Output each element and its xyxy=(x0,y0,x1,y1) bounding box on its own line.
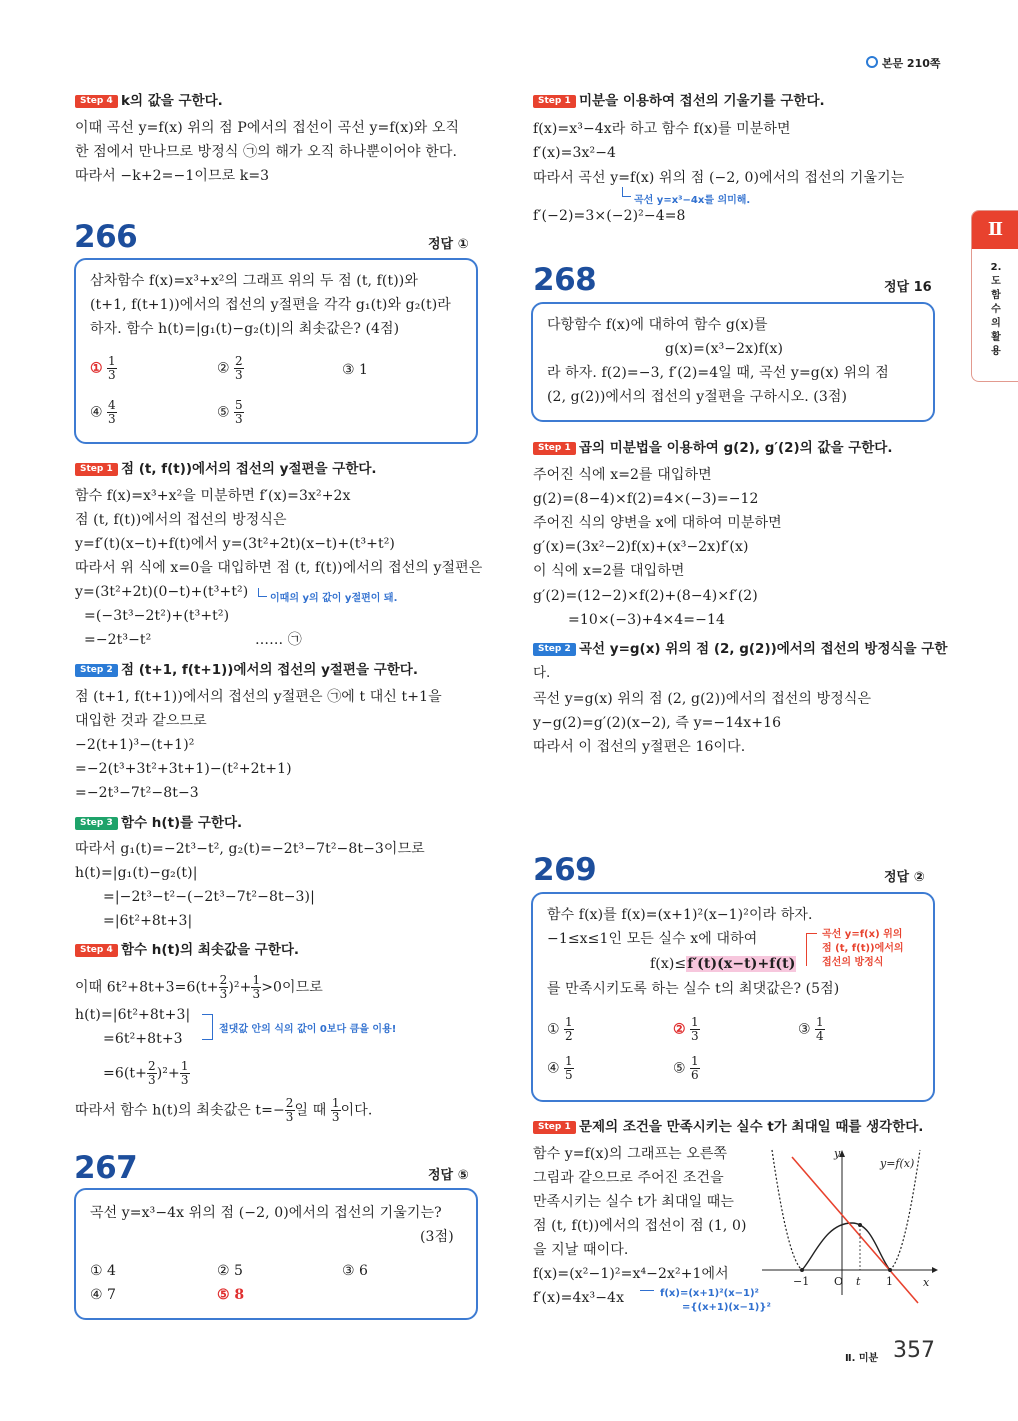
step-badge: Step 1 xyxy=(75,463,118,476)
text-line: f′(x)=3x²−4 xyxy=(533,145,617,161)
text-line: y−g(2)=g′(2)(x−2), 즉 y=−14x+16 xyxy=(533,715,782,731)
text-line: =−2t³−t² xyxy=(84,632,152,648)
question-line: (t+1, f(t+1))에서의 접선의 y절편을 각각 g₁(t)와 g₂(t)라 xyxy=(90,297,451,313)
side-tab-roman: Ⅱ xyxy=(972,211,1018,249)
text-line: 주어진 식에 x=2를 대입하면 xyxy=(533,467,712,483)
curve-label: y=f(x) xyxy=(880,1157,915,1170)
step-badge: Step 4 xyxy=(75,95,118,108)
tick-origin: O xyxy=(834,1275,844,1288)
question-line: 라 하자. f(2)=−3, f′(2)=4일 때, 곡선 y=g(x) 위의 점 xyxy=(547,365,889,381)
question-line: 곡선 y=x³−4x 위의 점 (−2, 0)에서의 접선의 기울기는? xyxy=(90,1205,442,1221)
text-line: 곡선 y=g(x) 위의 점 (2, g(2))에서의 접선의 방정식은 xyxy=(533,691,872,707)
text-line: f(x)=(x²−1)²=x⁴−2x²+1에서 xyxy=(533,1266,729,1282)
choice-4[interactable]: ④ 7 xyxy=(90,1287,116,1303)
text-line: 따라서 함수 h(t)의 최솟값은 t=− $\frac{2}{3}$ 일 때 $\frac{1}{3}$ 이다. xyxy=(75,1096,373,1124)
text-line: 점 (t, f(t))에서의 접선이 점 (1, 0) xyxy=(533,1218,747,1234)
problem-number: 269 xyxy=(533,852,597,888)
tangent-point xyxy=(858,1223,862,1227)
annotation: 곡선 y=f(x) 위의 점 (t, f(t))에서의 접선의 방정식 xyxy=(822,929,904,968)
choice-5[interactable]: ⑤ 8 xyxy=(217,1287,245,1303)
page-ref: 본문 210쪽 xyxy=(866,55,941,71)
text-line: g′(2)=(12−2)×f(2)+(8−4)×f′(2) xyxy=(533,588,758,604)
text-line: g′(x)=(3x²−2)f(x)+(x³−2x)f′(x) xyxy=(533,539,749,555)
text-line: 함수 f(x)=x³+x²을 미분하면 f′(x)=3x²+2x xyxy=(75,488,351,504)
point-neg1-0 xyxy=(800,1268,804,1272)
tick-1: 1 xyxy=(886,1275,893,1288)
text-line: y=(3t²+2t)(0−t)+(t³+t²) xyxy=(75,584,249,600)
step-badge: Step 1 xyxy=(533,442,576,455)
problem-number: 266 xyxy=(74,219,138,255)
text-line: 이 식에 x=2를 대입하면 xyxy=(533,563,685,579)
annotation: f(x)=(x+1)²(x−1)² ={(x+1)(x−1)}² xyxy=(660,1288,771,1313)
function-graph xyxy=(760,1145,940,1305)
text-line: =−2t³−7t²−8t−3 xyxy=(75,785,199,801)
step-badge: Step 3 xyxy=(75,817,118,830)
text-line: =6t²+8t+3 xyxy=(103,1031,183,1047)
text-line: 따라서 g₁(t)=−2t³−t², g₂(t)=−2t³−7t²−8t−3이므로 xyxy=(75,841,425,857)
note-bracket xyxy=(202,1014,213,1040)
choice-3[interactable]: ③ 6 xyxy=(342,1263,368,1279)
curve-main xyxy=(802,1223,890,1270)
text-line: 따라서 이 접선의 y절편은 16이다. xyxy=(533,739,746,755)
text-line: =|6t²+8t+3| xyxy=(103,913,193,929)
question-line: −1≤x≤1인 모든 실수 x에 대하여 xyxy=(547,931,758,947)
problem-number: 267 xyxy=(74,1150,138,1186)
choice-1[interactable]: ① $\frac{1}{3}$ xyxy=(90,354,116,382)
question-line: g(x)=(x³−2x)f(x) xyxy=(665,341,784,357)
x-axis-arrow xyxy=(932,1267,938,1273)
question-line: f(x)≤f′(t)(x−t)+f(t) xyxy=(650,956,796,972)
step-title: k의 값을 구한다. xyxy=(121,93,223,109)
text-line: f(x)=x³−4x라 하고 함수 f(x)를 미분하면 xyxy=(533,121,791,137)
page-number: 357 xyxy=(893,1338,935,1363)
text-line: =6(t+ $\frac{2}{3}$ )²+ $\frac{1}{3}$ xyxy=(103,1059,189,1087)
note-arrow xyxy=(622,187,631,197)
text-line: 이때 6t²+8t+3=6(t+ $\frac{2}{3}$ )²+ $\frac{1}{3}$ >0이므로 xyxy=(75,973,323,1001)
choice-3[interactable]: ③ $\frac{1}{4}$ xyxy=(798,1015,824,1043)
y-label: y xyxy=(834,1147,841,1160)
choice-1[interactable]: ① $\frac{1}{2}$ xyxy=(547,1015,573,1043)
choice-4[interactable]: ④ $\frac{1}{5}$ xyxy=(547,1054,573,1082)
question-line: 다항함수 f(x)에 대하여 함수 g(x)를 xyxy=(547,317,768,333)
text-line: 따라서 곡선 y=f(x) 위의 점 (−2, 0)에서의 접선의 기울기는 xyxy=(533,170,905,186)
text-line: =−2(t³+3t²+3t+1)−(t²+2t+1) xyxy=(75,761,292,777)
answer-label: 정답 ② xyxy=(884,870,925,885)
step-title: 곱의 미분법을 이용하여 g(2), g′(2)의 값을 구한다. xyxy=(579,440,893,456)
choice-2[interactable]: ② $\frac{2}{3}$ xyxy=(217,354,243,382)
tick-neg1: −1 xyxy=(793,1275,810,1288)
step-title: 함수 h(t)를 구한다. xyxy=(121,815,243,831)
text-line: 한 점에서 만나므로 방정식 ㉠의 해가 오직 하나뿐이어야 한다. xyxy=(75,144,458,160)
choice-2[interactable]: ② 5 xyxy=(217,1263,243,1279)
choice-3[interactable]: ③ 1 xyxy=(342,362,368,378)
text-line: 대입한 것과 같으므로 xyxy=(75,713,207,729)
text-line: 이때 곡선 y=f(x) 위의 점 P에서의 접선이 곡선 y=f(x)와 오직 xyxy=(75,120,460,136)
text-line: −2(t+1)³−(t+1)² xyxy=(75,737,195,753)
text-line: =|−2t³−t²−(−2t³−7t²−8t−3)| xyxy=(103,889,315,905)
note-arrow xyxy=(258,588,267,597)
circle-icon xyxy=(866,56,878,68)
text-line: g(2)=(8−4)×f(2)=4×(−3)=−12 xyxy=(533,491,759,507)
text-line: 점 (t, f(t))에서의 접선의 방정식은 xyxy=(75,512,287,528)
point-1-0 xyxy=(888,1268,892,1272)
text-line: 만족시키는 실수 t가 최대일 때는 xyxy=(533,1194,735,1210)
text-line: 점 (t+1, f(t+1))에서의 접선의 y절편은 ㉠에 t 대신 t+1을 xyxy=(75,689,442,705)
question-line: (2, g(2))에서의 접선의 y절편을 구하시오. (3점) xyxy=(547,389,848,405)
step-title: 함수 h(t)의 최솟값을 구한다. xyxy=(121,942,300,958)
side-tab-section: 2. 도 함 수 의 활 용 xyxy=(990,262,1002,357)
text-line: f′(x)=4x³−4x xyxy=(533,1290,625,1306)
equation-marker: …… ㉠ xyxy=(255,632,302,648)
curve-outer-left xyxy=(772,1150,802,1270)
step-title: 점 (t, f(t))에서의 접선의 y절편을 구한다. xyxy=(121,461,377,477)
footer-chapter: Ⅱ. 미분 xyxy=(845,1353,879,1364)
note-bracket xyxy=(806,933,817,966)
side-tab[interactable] xyxy=(971,210,1018,382)
step-badge: Step 2 xyxy=(533,643,576,656)
problem-number: 268 xyxy=(533,262,597,298)
answer-label: 정답 ① xyxy=(428,237,469,252)
step-title: 점 (t+1, f(t+1))에서의 접선의 y절편을 구한다. xyxy=(121,662,418,678)
choice-5[interactable]: ⑤ $\frac{5}{3}$ xyxy=(217,398,243,426)
text-line: 함수 y=f(x)의 그래프는 오른쪽 xyxy=(533,1146,728,1162)
choice-4[interactable]: ④ $\frac{4}{3}$ xyxy=(90,398,116,426)
question-line: 삼차함수 f(x)=x³+x²의 그래프 위의 두 점 (t, f(t))와 xyxy=(90,273,418,289)
question-line: 하자. 함수 h(t)=|g₁(t)−g₂(t)|의 최솟값은? (4점) xyxy=(90,321,400,337)
annotation: 이때의 y의 값이 y절편이 돼. xyxy=(270,593,398,604)
step-title: 곡선 y=g(x) 위의 점 (2, g(2))에서의 접선의 방정식을 구한 xyxy=(579,641,948,657)
text-line: 을 지날 때이다. xyxy=(533,1242,629,1258)
answer-label: 정답 ⑤ xyxy=(428,1168,469,1183)
annotation: 곡선 y=x³−4x를 의미해. xyxy=(634,195,751,206)
step-badge: Step 4 xyxy=(75,944,118,957)
question-line: 를 만족시키도록 하는 실수 t의 최댓값은? (5점) xyxy=(547,981,840,997)
step-title: 미분을 이용하여 접선의 기울기를 구한다. xyxy=(579,93,825,109)
text-line: 그림과 같으므로 주어진 조건을 xyxy=(533,1170,724,1186)
x-label: x xyxy=(923,1276,930,1289)
tick-t: t xyxy=(856,1275,861,1288)
note-arrow xyxy=(640,1290,654,1295)
step-badge: Step 1 xyxy=(533,1121,576,1134)
text-line: 따라서 −k+2=−1이므로 k=3 xyxy=(75,168,270,184)
choice-2[interactable]: ② $\frac{1}{3}$ xyxy=(673,1015,699,1043)
text-line: y=f′(t)(x−t)+f(t)에서 y=(3t²+2t)(x−t)+(t³+t²) xyxy=(75,536,395,552)
question-line: 함수 f(x)를 f(x)=(x+1)²(x−1)²이라 하자. xyxy=(547,907,813,923)
text-line: 주어진 식의 양변을 x에 대하여 미분하면 xyxy=(533,515,782,531)
text-line: f′(−2)=3×(−2)²−4=8 xyxy=(533,208,686,224)
step-badge: Step 1 xyxy=(533,95,576,108)
tangent-line xyxy=(792,1157,918,1303)
text-line: h(t)=|g₁(t)−g₂(t)| xyxy=(75,865,198,881)
text-line: h(t)=|6t²+8t+3| xyxy=(75,1007,191,1023)
text-line: 따라서 위 식에 x=0을 대입하면 점 (t, f(t))에서의 접선의 y절편은 xyxy=(75,560,483,576)
step-badge: Step 2 xyxy=(75,664,118,677)
choice-5[interactable]: ⑤ $\frac{1}{6}$ xyxy=(673,1054,699,1082)
highlighted-expression: f′(t)(x−t)+f(t) xyxy=(687,956,796,972)
choice-1[interactable]: ① 4 xyxy=(90,1263,116,1279)
step-title: 문제의 조건을 만족시키는 실수 t가 최대일 때를 생각한다. xyxy=(579,1119,924,1135)
question-points: (3점) xyxy=(420,1229,454,1245)
answer-label: 정답 16 xyxy=(884,280,932,295)
text-line: =10×(−3)+4×4=−14 xyxy=(568,612,725,628)
annotation: 절댓값 안의 식의 값이 0보다 큼을 이용! xyxy=(219,1024,397,1035)
text-line: =(−3t³−2t²)+(t³+t²) xyxy=(84,608,230,624)
step-title-cont: 다. xyxy=(533,665,551,681)
